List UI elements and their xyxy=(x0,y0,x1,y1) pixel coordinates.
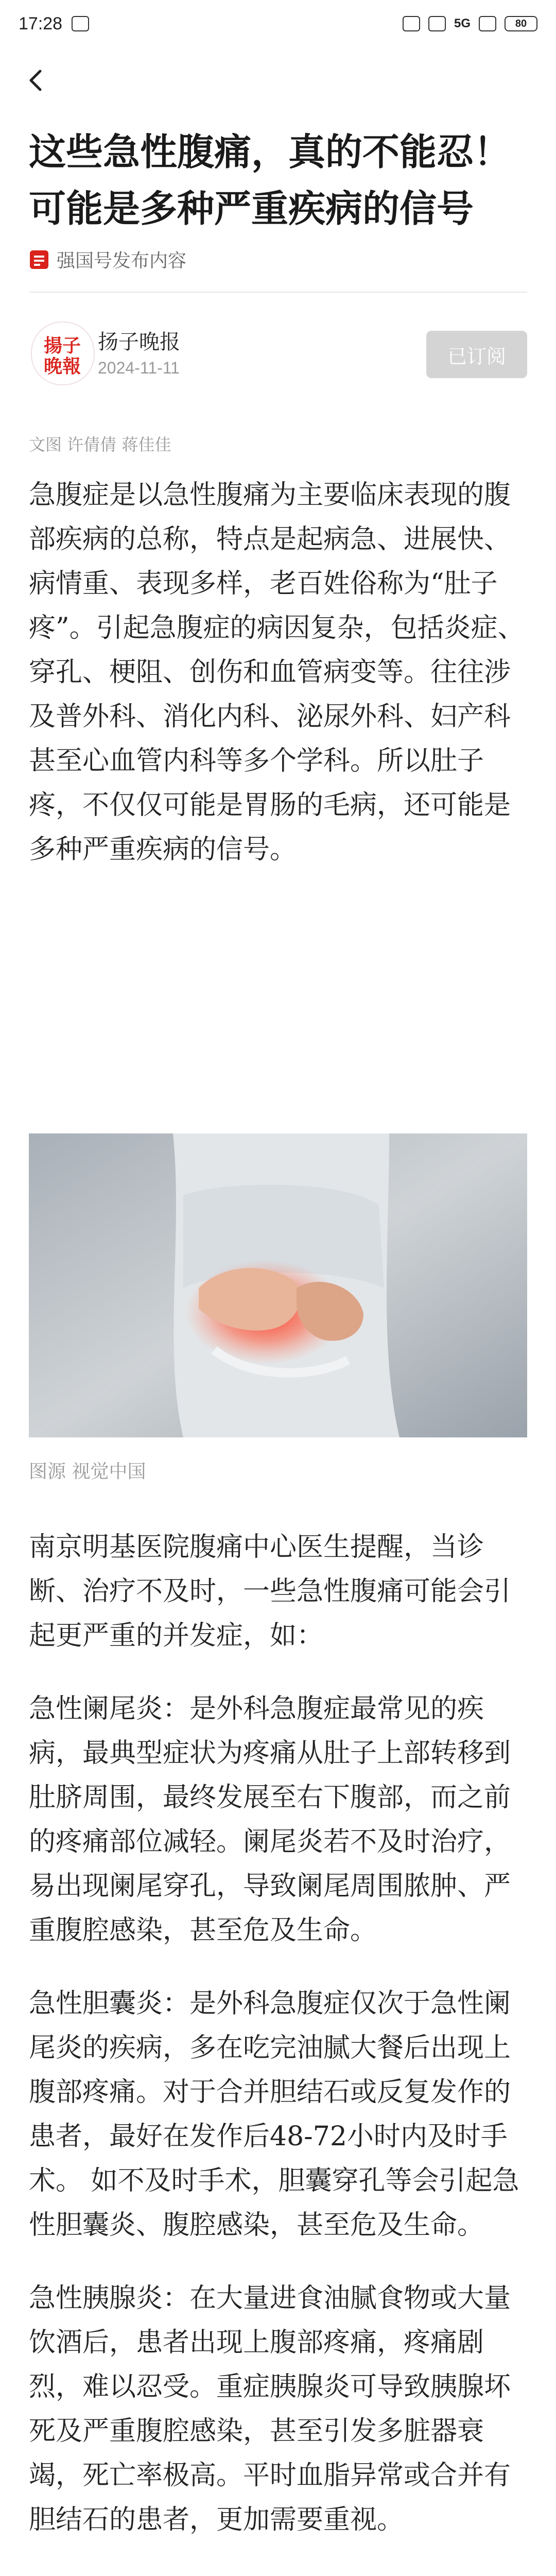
svg-text:報: 報 xyxy=(62,355,81,377)
body-paragraph: 急性阑尾炎：是外科急腹症最常见的疾病，最典型症状为疼痛从肚子上部转移到肚脐周围，最终发展至右下腹部，而之前的疼痛部位减轻。阑尾炎若不及时治疗，易出现阑尾穿孔，导致阑尾周围脓肿、严重腹腔感染，甚至危及生命。 xyxy=(29,1693,511,1946)
author-avatar[interactable] xyxy=(31,321,95,385)
vibrate-icon xyxy=(403,16,420,31)
article-title: 这些急性腹痛，真的不能忍！可能是多种严重疾病的信号 xyxy=(29,130,511,230)
network-label: 5G xyxy=(454,16,471,30)
notification-icon xyxy=(72,16,89,31)
body-paragraph: 急性胰腺炎：在大量进食油腻食物或大量饮酒后，患者出现上腹部疼痛，疼痛剧烈，难以忍受。重症胰腺炎可导致胰腺坏死及严重腹腔感染，甚至引发多脏器衰竭，死亡率极高。平时血脂异常或合并有胆结石的患者，更加需要重视。 xyxy=(29,2283,511,2535)
image-caption: 图源 视觉中国 xyxy=(29,1461,146,1482)
article-credits: 文图 许倩倩 蒋佳佳 xyxy=(29,435,171,454)
status-time: 17:28 xyxy=(19,13,63,33)
body-paragraph: 南京明基医院腹痛中心医生提醒，当诊断、治疗不及时，一些急性腹痛可能会引起更严重的并发症，如： xyxy=(29,1532,511,1651)
source-label: 强国号发布内容 xyxy=(57,250,187,272)
author-name[interactable]: 扬子晚报 xyxy=(98,330,180,354)
svg-text:子: 子 xyxy=(62,335,81,357)
status-bar-right xyxy=(403,16,537,31)
status-bar xyxy=(0,0,556,47)
battery-icon: 80 xyxy=(505,16,537,31)
nav-bar xyxy=(0,47,556,114)
svg-text:揚: 揚 xyxy=(44,335,63,357)
status-bar-left xyxy=(19,14,89,34)
subscribe-button[interactable]: 已订阅 xyxy=(426,331,527,378)
source-line xyxy=(29,246,186,273)
source-badge-icon xyxy=(29,249,49,270)
publish-date: 2024-11-11 xyxy=(98,359,180,377)
divider xyxy=(29,292,527,293)
article-image xyxy=(29,1133,527,1437)
back-arrow-icon[interactable] xyxy=(24,68,48,93)
body-paragraph xyxy=(29,2571,527,2576)
signal-icon xyxy=(479,16,496,31)
body-paragraph: 急性胆囊炎：是外科急腹症仅次于急性阑尾炎的疾病，多在吃完油腻大餐后出现上腹部疼痛。对于合并胆结石或反复发作的患者，最好在发作后48-72小时内及时手术。 如不及时手术，胆囊穿孔等会引起急性胆囊炎、腹腔感染，甚至危及生命。 xyxy=(29,1988,519,2241)
svg-text:晚: 晚 xyxy=(44,355,63,377)
wifi-icon xyxy=(428,16,446,31)
author-logo-icon xyxy=(40,330,86,377)
intro-paragraph: 急腹症是以急性腹痛为主要临床表现的腹部疾病的总称，特点是起病急、进展快、病情重、表现多样，老百姓俗称为“肚子疼”。引起急腹症的病因复杂，包括炎症、穿孔、梗阻、创伤和血管病变等。往往涉及普外科、消化内科、泌尿外科、妇产科甚至心血管内科等多个学科。所以肚子疼，不仅仅可能是胃肠的毛病，还可能是多种严重疾病的信号。 xyxy=(29,480,525,865)
